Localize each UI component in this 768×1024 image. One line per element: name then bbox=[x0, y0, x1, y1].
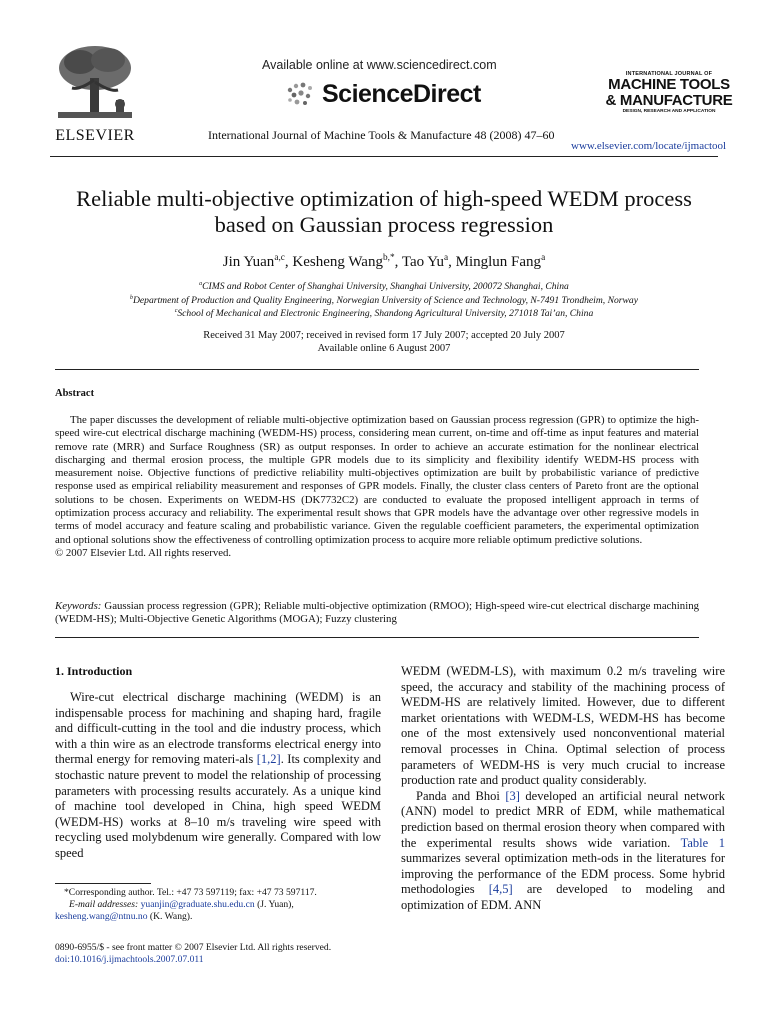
journal-logo bbox=[594, 71, 744, 114]
sciencedirect-dots-icon bbox=[286, 82, 316, 108]
keywords-text: Gaussian process regression (GPR); Reliable multi-objective optimization (RMOO); High-speed wire-cut electrical discharge machining (WEDM-HS); Multi-Objective Genetic Algorithms (MOGA); Fuzzy clustering bbox=[55, 600, 699, 626]
citation-link-3[interactable]: [3] bbox=[505, 788, 520, 803]
keywords-label: Keywords: bbox=[55, 600, 102, 612]
abstract-top-rule bbox=[55, 369, 699, 370]
elsevier-tree-icon bbox=[50, 40, 140, 125]
section-heading-introduction: 1. Introduction bbox=[55, 664, 133, 678]
email-link-yuan[interactable]: yuanjin@graduate.shu.edu.cn bbox=[140, 899, 255, 911]
journal-logo-line1: MACHINE TOOLS bbox=[608, 76, 730, 93]
citation-link-4-5[interactable]: [4,5] bbox=[488, 882, 513, 897]
author-4[interactable]: Minglun Fang$^a$ bbox=[455, 253, 546, 270]
footnote-corresponding: *Corresponding author. Tel.: +47 73 597119; fax: +47 73 597117. E-mail addresses: yuanjin@graduate.shu.edu.cn (J. Yuan), kesheng.wang@ntnu.no (K. Wang). bbox=[55, 887, 317, 923]
author-list: Jin Yuan$^{a,c}$, Kesheng Wang$^{b,*}$, Tao Yu$^a$, Minglun Fang$^a$ bbox=[222, 253, 546, 270]
citation-link-1-2[interactable]: [1,2] bbox=[256, 752, 281, 767]
abstract-copyright: © 2007 Elsevier Ltd. All rights reserved. bbox=[55, 546, 232, 559]
affiliation-c: $^c$School of Mechanical and Electronic Engineering, Shandong Agricultural University, 271018 Tai’an, China bbox=[174, 308, 594, 320]
received-dates: Received 31 May 2007; received in revised form 17 July 2007; accepted 20 July 2007 bbox=[203, 330, 565, 341]
affiliation-a: $^a$CIMS and Robot Center of Shanghai University, Shanghai University, 200072 Shanghai, China bbox=[199, 281, 569, 293]
front-matter bbox=[55, 942, 455, 966]
left-column bbox=[55, 690, 381, 862]
abstract-text: The paper discusses the development of reliable multi-objective optimization based on Gaussian process regression (GPR) to optimize the high-speed wire-cut electrical discharge machining (WEDM-HS) process, considering mean current, on-time and off-time as input features and material remove rate (MRR) and Surface Roughness (SR) as output responses. In order to achieve an accurate estimation for the nonlinear electrical discharging and thermal erosion process, the multiple GPR models due to its simplicity and flexibility identify WEDM-HS process with measurement noise. Objective functions of predictive reliability multi-objectives optimization are built by probabilistic variance of predictive response used as empirical reliability measurement and responses of GPR models. Finally, the cluster class centers of Pareto front are the optional solutions to be chosen. Experiments on WEDM-HS (DK7732C2) are conducted to evaluate the proposed intelligent approach in terms of optimization process accuracy and reliability. The experimental result shows that GPR models have the advantage over other regressive models in terms of model accuracy and feature scaling and probabilistic variance. Given the regulable coefficient parameters, the experimental optimization and optional solutions show the effectiveness of controlling optimization process to acquire more reliable optimum predictive solutions. bbox=[55, 414, 699, 546]
keywords bbox=[55, 600, 699, 627]
abstract-body bbox=[55, 414, 699, 560]
issn-line: 0890-6955/$ - see front matter © 2007 Elsevier Ltd. All rights reserved. bbox=[55, 942, 332, 953]
intro-paragraph-continued: WEDM (WEDM-LS), with maximum 0.2 m/s traveling wire speed, the accuracy and stability of the machining process of WEDM-HS are relatively limited. However, due to different market orientations with WEDM-LS, WEDM-HS has become one of the most extensively used nonconventional material removal processes in China. Optimal selection of process parameters of WEDM-HS is very much crucial to increase production rate and product quality considerably. bbox=[401, 664, 725, 788]
journal-logo-sub: DESIGN, RESEARCH AND APPLICATION bbox=[622, 109, 716, 114]
publisher-name: ELSEVIER bbox=[55, 127, 135, 144]
header-rule bbox=[50, 156, 718, 157]
journal-logo-line2: & MANUFACTURE bbox=[605, 92, 733, 109]
author-3[interactable]: Tao Yu$^a$ bbox=[401, 253, 449, 270]
article-title: Reliable multi-objective optimization of high-speed WEDM process based on Gaussian process regression bbox=[76, 186, 692, 237]
footnote-rule bbox=[55, 883, 151, 884]
affiliation-b: $^b$Department of Production and Quality Engineering, Norwegian University of Science and Technology, N-7491 Trondheim, Norway bbox=[130, 295, 638, 307]
elsevier-logo bbox=[50, 40, 140, 145]
table-1-link[interactable]: Table 1 bbox=[680, 835, 725, 850]
abstract-heading: Abstract bbox=[55, 388, 95, 399]
available-online-text[interactable]: Available online at www.sciencedirect.com bbox=[262, 58, 497, 72]
right-column bbox=[401, 664, 725, 914]
intro-paragraph-1: Wire-cut electrical discharge machining (WEDM) is an indispensable process for machining and shaping hard, fragile and difficult-cutting in the tool and die industry process, which with a thin wire as an electrode transforms electrical energy into thermal energy for removing materi-als [1,2]. Its complexity and stochastic nature prevent to model the relationship of processing parameters with processing results accurately. As a unique kind of machine tool developed in China, high speed WEDM (WEDM-HS) works at 8–10 m/s traveling wire speed with recycling used molybdenum wire generally. Compared with low speed bbox=[55, 690, 381, 860]
journal-citation: International Journal of Machine Tools & Manufacture 48 (2008) 47–60 bbox=[208, 128, 555, 142]
sciencedirect-wordmark: ScienceDirect bbox=[322, 80, 481, 108]
journal-logo-intl: INTERNATIONAL JOURNAL OF bbox=[625, 71, 713, 77]
abstract-bottom-rule bbox=[55, 637, 699, 638]
doi-link[interactable]: doi:10.1016/j.ijmachtools.2007.07.011 bbox=[55, 954, 204, 966]
available-date: Available online 6 August 2007 bbox=[317, 343, 451, 354]
journal-url-link[interactable]: www.elsevier.com/locate/ijmactool bbox=[571, 140, 727, 152]
sciencedirect-logo[interactable] bbox=[286, 80, 481, 109]
author-1[interactable]: Jin Yuan$^{a,c}$ bbox=[222, 253, 285, 270]
intro-paragraph-2: Panda and Bhoi [3] developed an artificial neural network (ANN) model to predict MRR of EDM, while mathematical prediction based on thermal erosion theory when compared with the experimental results shows wide variation. Table 1 summarizes several optimization meth-ods in the literatures for improving the performance of the EDM process. Some hybrid methodologies [4,5] are developed to modeling and optimization of EDM. ANN bbox=[401, 788, 725, 912]
author-2[interactable]: Kesheng Wang$^{b,*}$ bbox=[292, 253, 395, 270]
email-link-wang[interactable]: kesheng.wang@ntnu.no bbox=[55, 911, 148, 923]
